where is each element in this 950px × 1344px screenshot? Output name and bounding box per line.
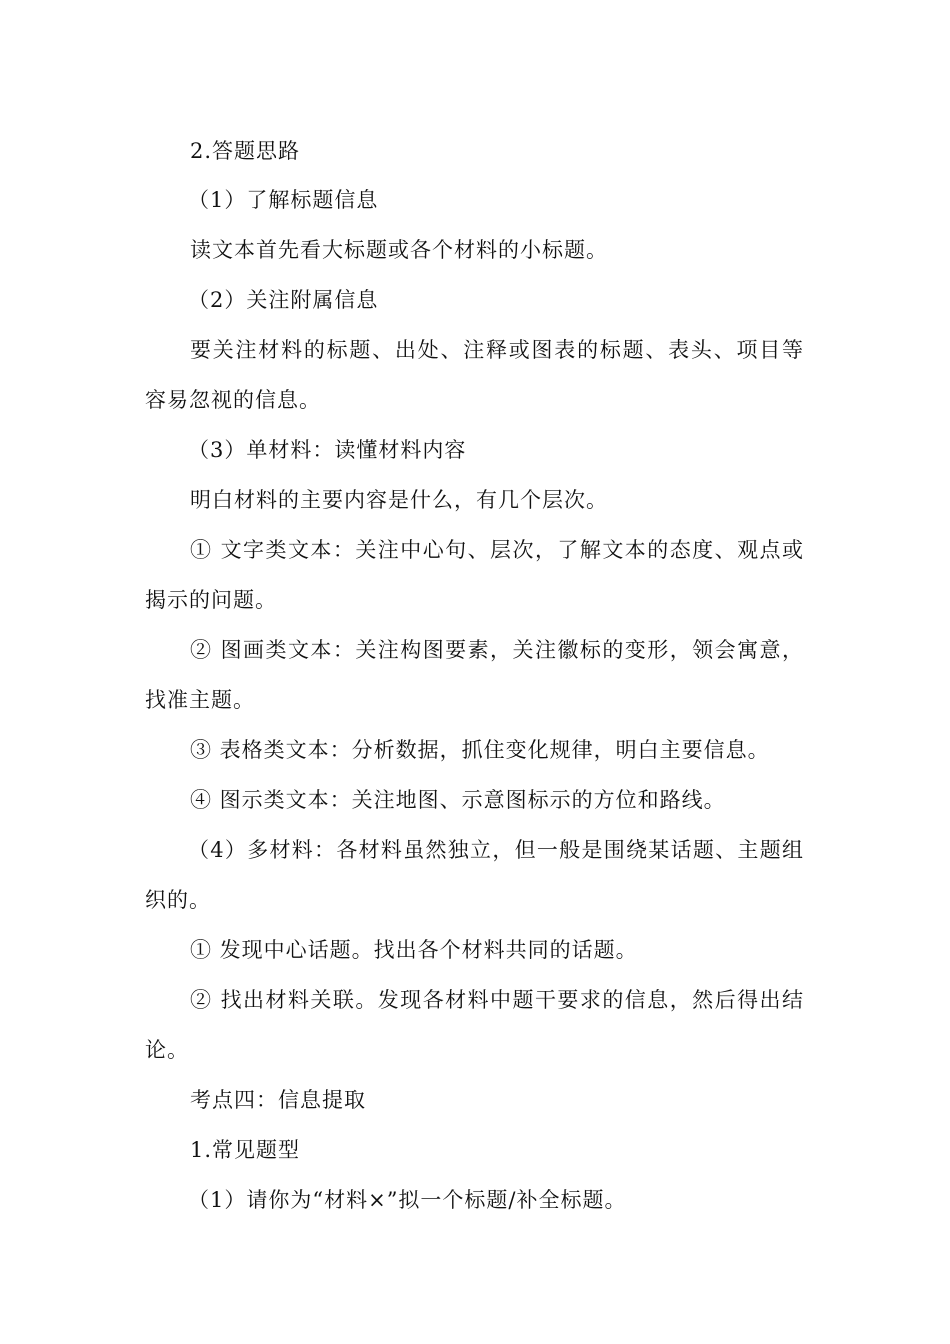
list-item-central-topic: ① 发现中心话题。找出各个材料共同的话题。 xyxy=(190,938,638,962)
list-item-table: ③ 表格类文本：分析数据，抓住变化规律，明白主要信息。 xyxy=(190,738,770,762)
subheading-title-info: （1）了解标题信息 xyxy=(188,188,379,212)
section-heading-approach: 2.答题思路 xyxy=(190,139,301,163)
paragraph-line: 织的。 xyxy=(145,888,211,912)
paragraph-line: 明白材料的主要内容是什么，有几个层次。 xyxy=(190,488,608,512)
list-item-diagram: ④ 图示类文本：关注地图、示意图标示的方位和路线。 xyxy=(190,788,726,812)
list-item-material-link: ② 找出材料关联。发现各材料中题干要求的信息，然后得出结 xyxy=(190,988,804,1012)
paragraph-line: 容易忽视的信息。 xyxy=(145,388,321,412)
paragraph-line: 论。 xyxy=(145,1038,189,1062)
list-item-picture: ② 图画类文本：关注构图要素，关注徽标的变形，领会寓意， xyxy=(190,638,804,662)
list-item-question-1: （1）请你为“材料×”拟一个标题/补全标题。 xyxy=(188,1188,627,1212)
subheading-multi-material: （4）多材料：各材料虽然独立，但一般是围绕某话题、主题组 xyxy=(188,838,804,862)
paragraph-line: 要关注材料的标题、出处、注释或图表的标题、表头、项目等 xyxy=(190,338,804,362)
subheading-attached-info: （2）关注附属信息 xyxy=(188,288,379,312)
paragraph-line: 揭示的问题。 xyxy=(145,588,277,612)
subheading-single-material: （3）单材料：读懂材料内容 xyxy=(188,438,467,462)
subheading-question-types: 1.常见题型 xyxy=(190,1138,301,1162)
section-heading-info-extraction: 考点四：信息提取 xyxy=(190,1088,366,1112)
list-item-text: ① 文字类文本：关注中心句、层次，了解文本的态度、观点或 xyxy=(190,538,804,562)
paragraph-line: 找准主题。 xyxy=(145,688,255,712)
paragraph-line: 读文本首先看大标题或各个材料的小标题。 xyxy=(190,238,608,262)
